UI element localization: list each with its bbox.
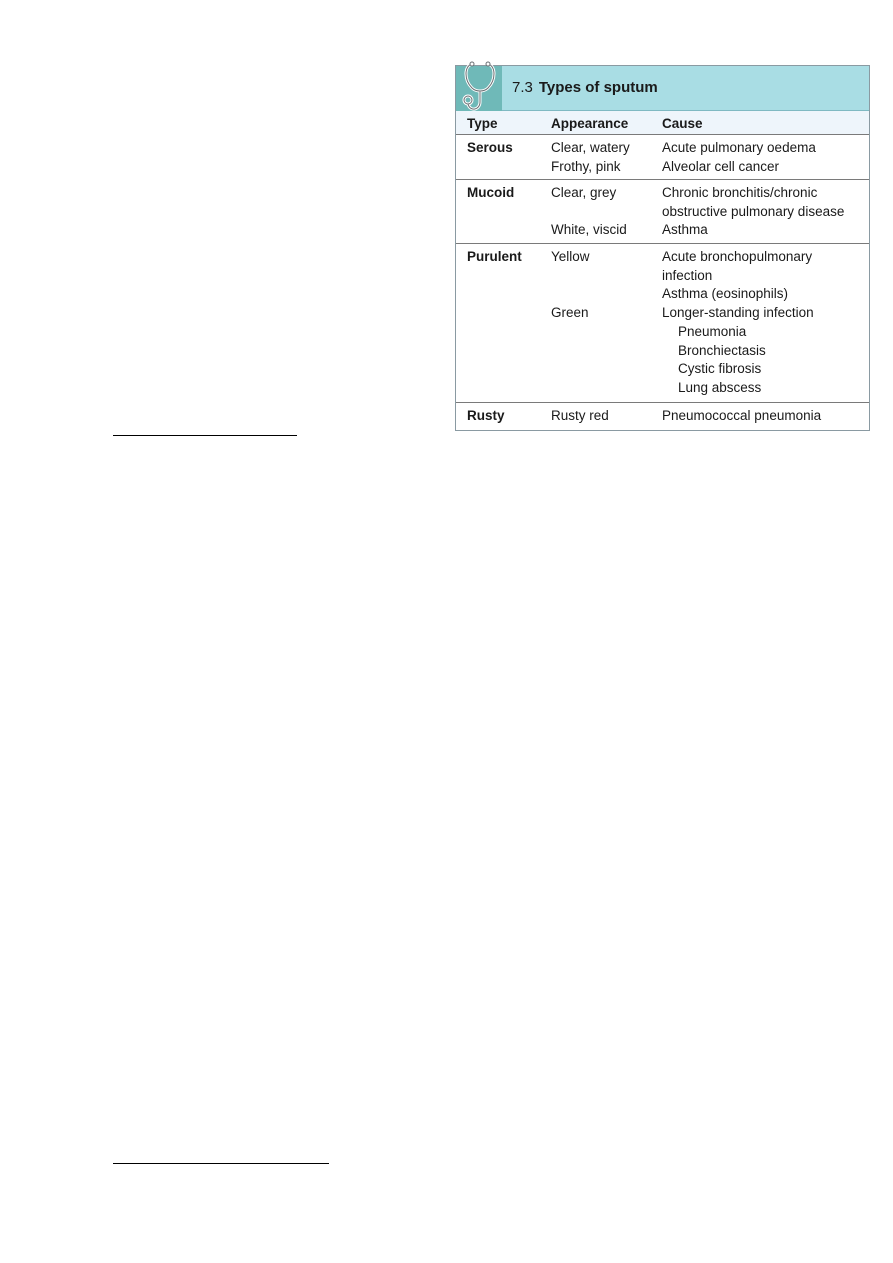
row-cause-sub: Pneumonia <box>678 323 747 339</box>
table-row-purulent <box>456 244 869 403</box>
column-header-row <box>456 111 869 135</box>
row-appearance: Green <box>551 305 589 321</box>
column-header-type: Type <box>467 116 498 131</box>
horizontal-rule <box>113 435 297 436</box>
column-header-cause: Cause <box>662 116 703 131</box>
footnote-rule <box>113 1163 329 1164</box>
row-cause-sub: Cystic fibrosis <box>678 361 762 377</box>
box-number: 7.3 <box>512 79 533 96</box>
row-type: Serous <box>467 140 513 155</box>
row-cause-sub: Bronchiectasis <box>678 342 766 358</box>
row-cause: Acute bronchopulmonary <box>662 249 813 264</box>
column-header-appearance: Appearance <box>551 116 629 131</box>
row-cause: Longer-standing infection <box>662 305 814 321</box>
row-appearance: Clear, grey <box>551 185 617 200</box>
row-type: Purulent <box>467 249 522 264</box>
row-cause: obstructive pulmonary disease <box>662 203 845 219</box>
row-cause: Chronic bronchitis/chronic <box>662 185 818 200</box>
row-type: Mucoid <box>467 185 515 200</box>
row-cause-sub: Lung abscess <box>678 379 762 395</box>
row-appearance: Yellow <box>551 249 590 264</box>
table-row-mucoid <box>456 180 869 244</box>
row-appearance: Frothy, pink <box>551 158 621 174</box>
row-cause: infection <box>662 267 713 283</box>
box-title-text: Types of sputum <box>538 79 658 96</box>
row-cause: Acute pulmonary oedema <box>662 140 816 155</box>
row-type: Rusty <box>467 408 505 423</box>
box-header <box>456 66 869 111</box>
row-cause: Asthma <box>662 222 708 238</box>
sputum-table-box <box>455 65 870 431</box>
row-appearance: Rusty red <box>551 408 609 423</box>
row-appearance: Clear, watery <box>551 140 630 155</box>
icon-block <box>456 66 502 111</box>
row-cause: Pneumococcal pneumonia <box>662 408 822 423</box>
row-cause: Asthma (eosinophils) <box>662 286 789 302</box>
stethoscope-icon <box>458 58 502 114</box>
row-appearance: White, viscid <box>551 222 627 238</box>
row-cause: Alveolar cell cancer <box>662 158 780 174</box>
table-row-serous <box>456 135 869 180</box>
table-row-rusty <box>456 403 869 430</box>
box-title <box>512 79 658 96</box>
